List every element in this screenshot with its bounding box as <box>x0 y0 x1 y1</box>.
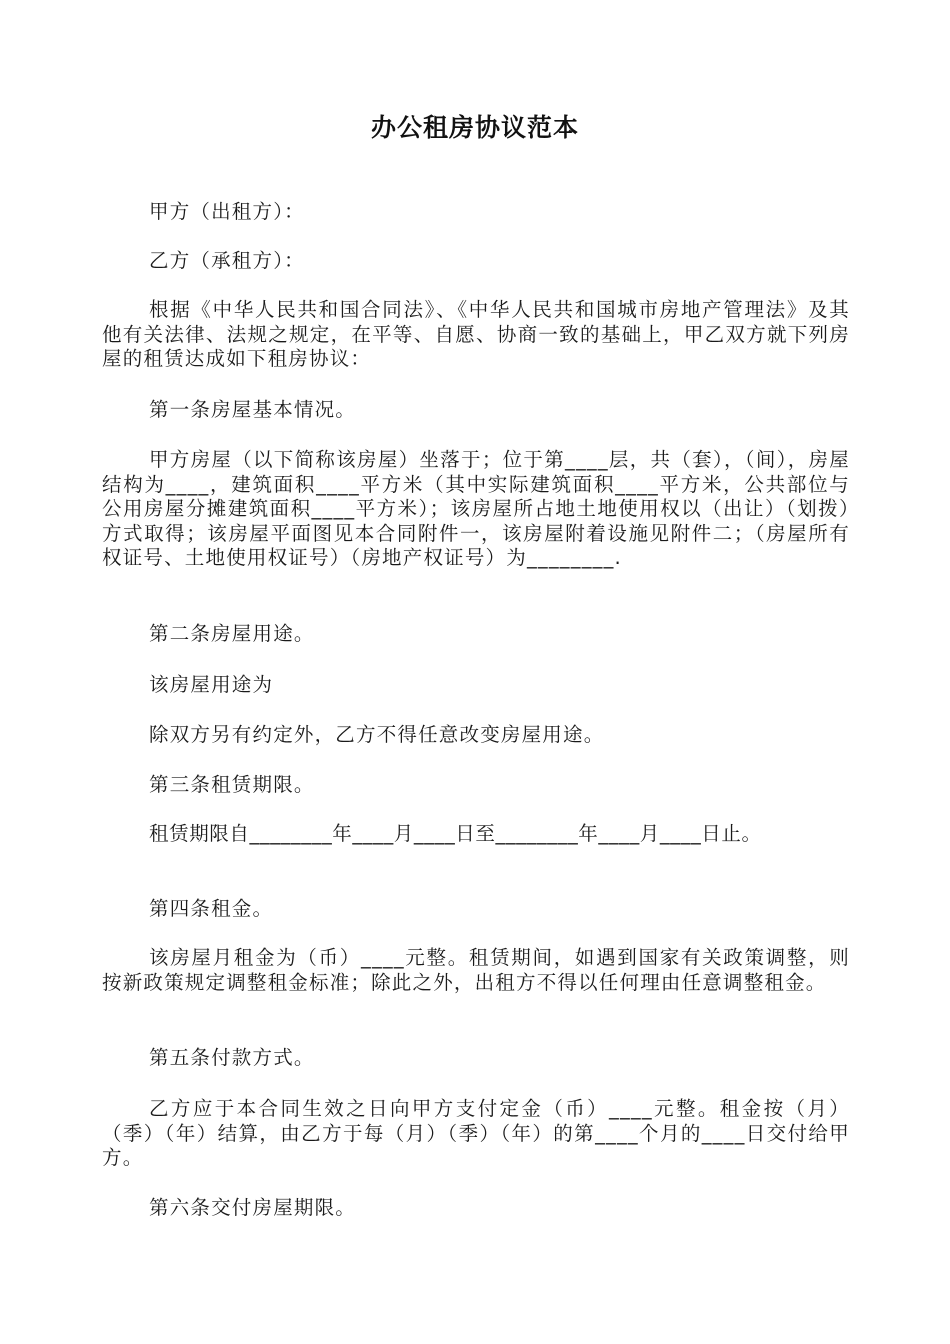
article-1-body: 甲方房屋（以下简称该房屋）坐落于；位于第____层，共（套），（间），房屋结构为____，建筑面积____平方米（其中实际建筑面积____平方米，公共部位与公用房屋分摊建筑面积____平方米）；该房屋所占地土地使用权以（出让）（划拨）方式取得；该房屋平面图见本合同附件一，该房屋附着设施见附件二；（房屋所有权证号、土地使用权证号）（房地产权证号）为________. <box>102 448 850 569</box>
article-4-heading: 第四条租金。 <box>149 897 274 920</box>
party-b-line: 乙方（承租方）： <box>149 249 305 272</box>
article-5-heading: 第五条付款方式。 <box>149 1046 315 1069</box>
document-title: 办公租房协议范本 <box>370 113 579 142</box>
article-2-restriction: 除双方另有约定外，乙方不得任意改变房屋用途。 <box>149 723 605 746</box>
article-4-body: 该房屋月租金为（币）____元整。租赁期间，如遇到国家有关政策调整，则按新政策规定调整租金标准；除此之外，出租方不得以任何理由任意调整租金。 <box>102 946 850 994</box>
party-a-line: 甲方（出租方）： <box>149 200 305 223</box>
article-3-term: 租赁期限自________年____月____日至________年____月____日止。 <box>149 822 762 845</box>
article-3-heading: 第三条租赁期限。 <box>149 773 315 796</box>
article-5-body: 乙方应于本合同生效之日向甲方支付定金（币）____元整。租金按（月）（季）（年）结算，由乙方于每（月）（季）（年）的第____个月的____日交付给甲方。 <box>102 1097 850 1169</box>
article-2-usage: 该房屋用途为 <box>149 673 274 696</box>
article-6-heading: 第六条交付房屋期限。 <box>149 1196 357 1219</box>
preamble-paragraph: 根据《中华人民共和国合同法》、《中华人民共和国城市房地产管理法》及其他有关法律、法规之规定，在平等、自愿、协商一致的基础上，甲乙双方就下列房屋的租赁达成如下租房协议： <box>102 298 850 370</box>
article-2-heading: 第二条房屋用途。 <box>149 622 315 645</box>
article-1-heading: 第一条房屋基本情况。 <box>149 398 357 421</box>
